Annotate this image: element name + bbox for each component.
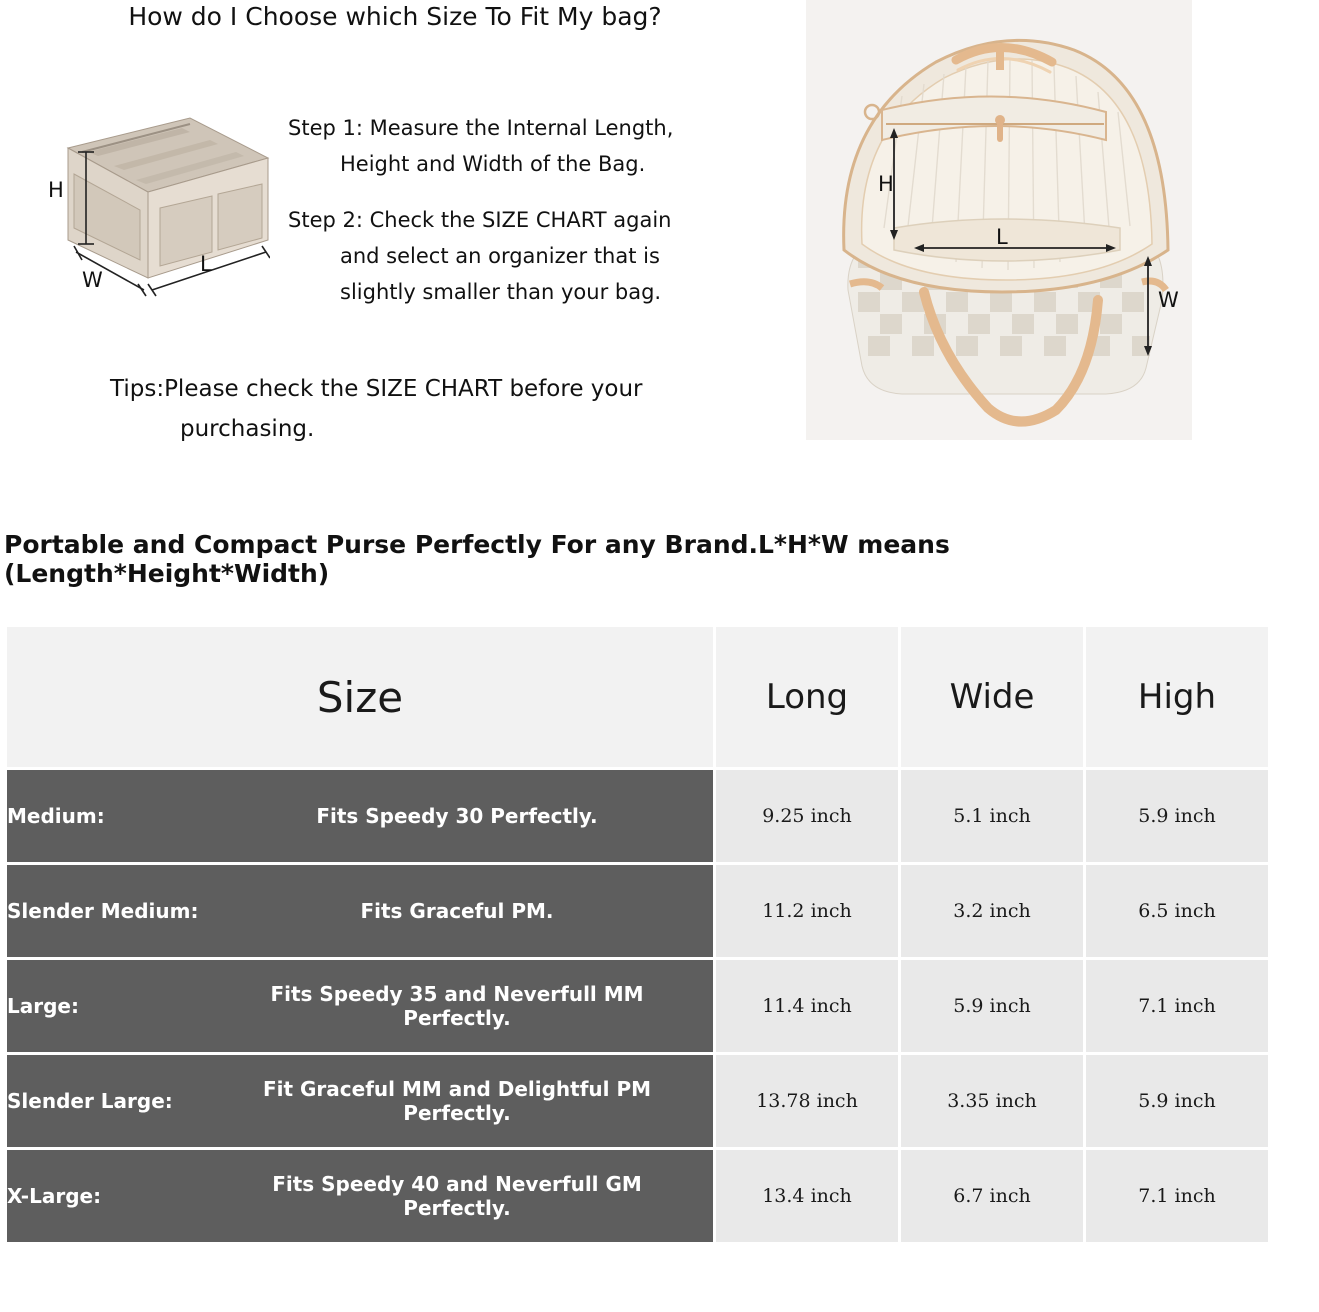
step-2-line-1: Step 2: Check the SIZE CHART again	[288, 208, 672, 233]
row-wide: 5.1 inch	[901, 770, 1083, 862]
row-high: 5.9 inch	[1086, 770, 1268, 862]
step-2-line-3: slightly smaller than your bag.	[340, 280, 662, 305]
row-desc: Fit Graceful MM and Delightful PM Perfectly.	[262, 1077, 652, 1125]
table-row	[7, 960, 1268, 1052]
organizer-illustration	[40, 100, 270, 310]
tips-block	[110, 370, 790, 449]
row-name: Slender Medium:	[7, 899, 199, 923]
bag-length-label: L	[996, 225, 1008, 249]
row-desc: Fits Speedy 35 and Neverfull MM Perfectly.	[270, 982, 644, 1030]
row-label-cell	[7, 865, 713, 957]
row-label-cell	[7, 1055, 713, 1147]
row-long: 13.4 inch	[716, 1150, 898, 1242]
row-desc: Fits Graceful PM.	[360, 899, 554, 923]
header-size: Size	[7, 627, 713, 767]
row-high: 6.5 inch	[1086, 865, 1268, 957]
header-wide: Wide	[901, 627, 1083, 767]
organizer-drawing	[40, 100, 270, 310]
table-row	[7, 1055, 1268, 1147]
table-row	[7, 1150, 1268, 1242]
header-long: Long	[716, 627, 898, 767]
row-high: 7.1 inch	[1086, 1150, 1268, 1242]
row-desc: Fits Speedy 40 and Neverfull GM Perfectly.	[272, 1172, 642, 1220]
row-desc: Fits Speedy 30 Perfectly.	[316, 804, 598, 828]
table-row	[7, 770, 1268, 862]
row-high: 5.9 inch	[1086, 1055, 1268, 1147]
organizer-length-label: L	[200, 252, 212, 276]
row-name: Slender Large:	[7, 1089, 173, 1113]
row-long: 9.25 inch	[716, 770, 898, 862]
step-1	[288, 110, 758, 182]
subtitle: Portable and Compact Purse Perfectly For any Brand.L*H*W means (Length*Height*Width)	[4, 530, 950, 588]
organizer-height-label: H	[48, 178, 64, 202]
row-wide: 3.2 inch	[901, 865, 1083, 957]
step-2	[288, 202, 758, 310]
row-high: 7.1 inch	[1086, 960, 1268, 1052]
bag-width-label: W	[1158, 288, 1179, 312]
row-name: X-Large:	[7, 1184, 102, 1208]
page-title: How do I Choose which Size To Fit My bag?	[128, 2, 662, 31]
row-label-cell	[7, 960, 713, 1052]
row-wide: 5.9 inch	[901, 960, 1083, 1052]
row-name: Large:	[7, 994, 79, 1018]
tips-line-1: Tips:Please check the SIZE CHART before your	[110, 376, 643, 402]
bag-photo	[806, 0, 1192, 440]
row-label-cell	[7, 770, 713, 862]
row-name: Medium:	[7, 804, 105, 828]
steps-block	[288, 110, 758, 331]
row-long: 11.2 inch	[716, 865, 898, 957]
step-1-line-1: Step 1: Measure the Internal Length,	[288, 116, 674, 140]
organizer-width-label: W	[82, 268, 103, 292]
header-high: High	[1086, 627, 1268, 767]
size-chart-table	[4, 624, 1271, 1245]
row-long: 11.4 inch	[716, 960, 898, 1052]
row-wide: 3.35 inch	[901, 1055, 1083, 1147]
step-2-line-2: and select an organizer that is	[340, 244, 660, 269]
table-row	[7, 865, 1268, 957]
tips-line-2: purchasing.	[180, 415, 315, 442]
table-header-row	[7, 627, 1268, 767]
step-1-line-2: Height and Width of the Bag.	[340, 152, 646, 177]
bag-drawing	[806, 0, 1192, 440]
row-long: 13.78 inch	[716, 1055, 898, 1147]
row-label-cell	[7, 1150, 713, 1242]
row-wide: 6.7 inch	[901, 1150, 1083, 1242]
bag-height-label: H	[878, 172, 894, 196]
